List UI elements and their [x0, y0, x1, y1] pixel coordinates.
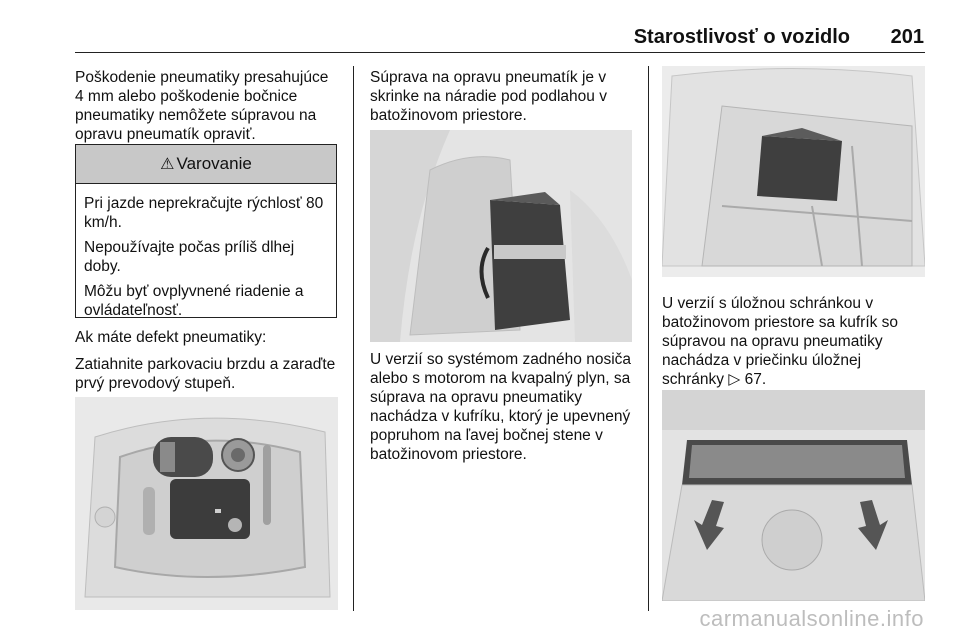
storage-box-paragraph	[662, 294, 925, 389]
column-1-lower	[75, 328, 340, 401]
figure-trunk-floor-arrows	[662, 390, 925, 601]
page-number: 201	[890, 26, 924, 48]
column-2-lower	[370, 350, 635, 472]
storage-box-text: U verzií s úložnou schránkou v batožinovom priestore sa kufrík so súpravou na opravu pneumatiky nachádza v priečinku úložnej schránky	[662, 295, 899, 388]
warning-line: Môžu byť ovplyvnené riadenie a ovládateľnosť.	[84, 283, 304, 319]
warning-box	[75, 144, 337, 318]
warning-line: Pri jazde neprekračujte rýchlosť 80 km/h.	[84, 195, 324, 231]
watermark: carmanualsonline.info	[699, 606, 924, 631]
figure-trunk-case	[370, 130, 632, 342]
column-3	[662, 294, 925, 397]
trunk-case-illustration	[370, 130, 632, 342]
column-2	[370, 68, 632, 133]
defect-paragraph: Ak máte defekt pneumatiky:	[75, 329, 267, 346]
page-reference-link[interactable]: 67.	[744, 371, 767, 388]
warning-line: Nepoužívajte počas príliš dlhej doby.	[84, 239, 295, 275]
warning-title: Varovanie	[176, 154, 252, 173]
column-divider-right	[648, 66, 649, 611]
figure-repair-kit-compartment	[75, 397, 338, 610]
warning-header	[76, 145, 336, 184]
towbar-version-paragraph: U verzií so systémom zadného nosiča alebo s motorom na kvapalný plyn, sa súprava na opravu pneumatiky nachádza v kufríku, ktorý je upevnený popruhom na ľavej bočnej stene v batožinovom priestore.	[370, 351, 632, 463]
intro-paragraph: Poškodenie pneumatiky presahujúce 4 mm alebo poškodenie bočnice pneumatiky nemôžete súpravou na opravu pneumatík opraviť.	[75, 69, 329, 143]
column-divider-left	[353, 66, 354, 611]
trunk-floor-illustration	[662, 390, 925, 601]
parking-brake-paragraph: Zatiahnite parkovaciu brzdu a zaraďte prvý prevodový stupeň.	[75, 356, 336, 392]
storage-box-illustration	[662, 66, 925, 277]
warning-body	[76, 184, 336, 336]
page-reference-arrow-icon: ▷	[728, 371, 741, 388]
warning-triangle-icon: ⚠	[160, 156, 175, 173]
figure-storage-box	[662, 66, 925, 277]
kit-location-paragraph: Súprava na opravu pneumatík je v skrinke na náradie pod podlahou v batožinovom priestore.	[370, 69, 607, 124]
header-title: Starostlivosť o vozidlo	[633, 26, 850, 48]
header-rule	[75, 52, 925, 53]
column-1	[75, 68, 340, 152]
repair-kit-illustration	[75, 397, 338, 610]
